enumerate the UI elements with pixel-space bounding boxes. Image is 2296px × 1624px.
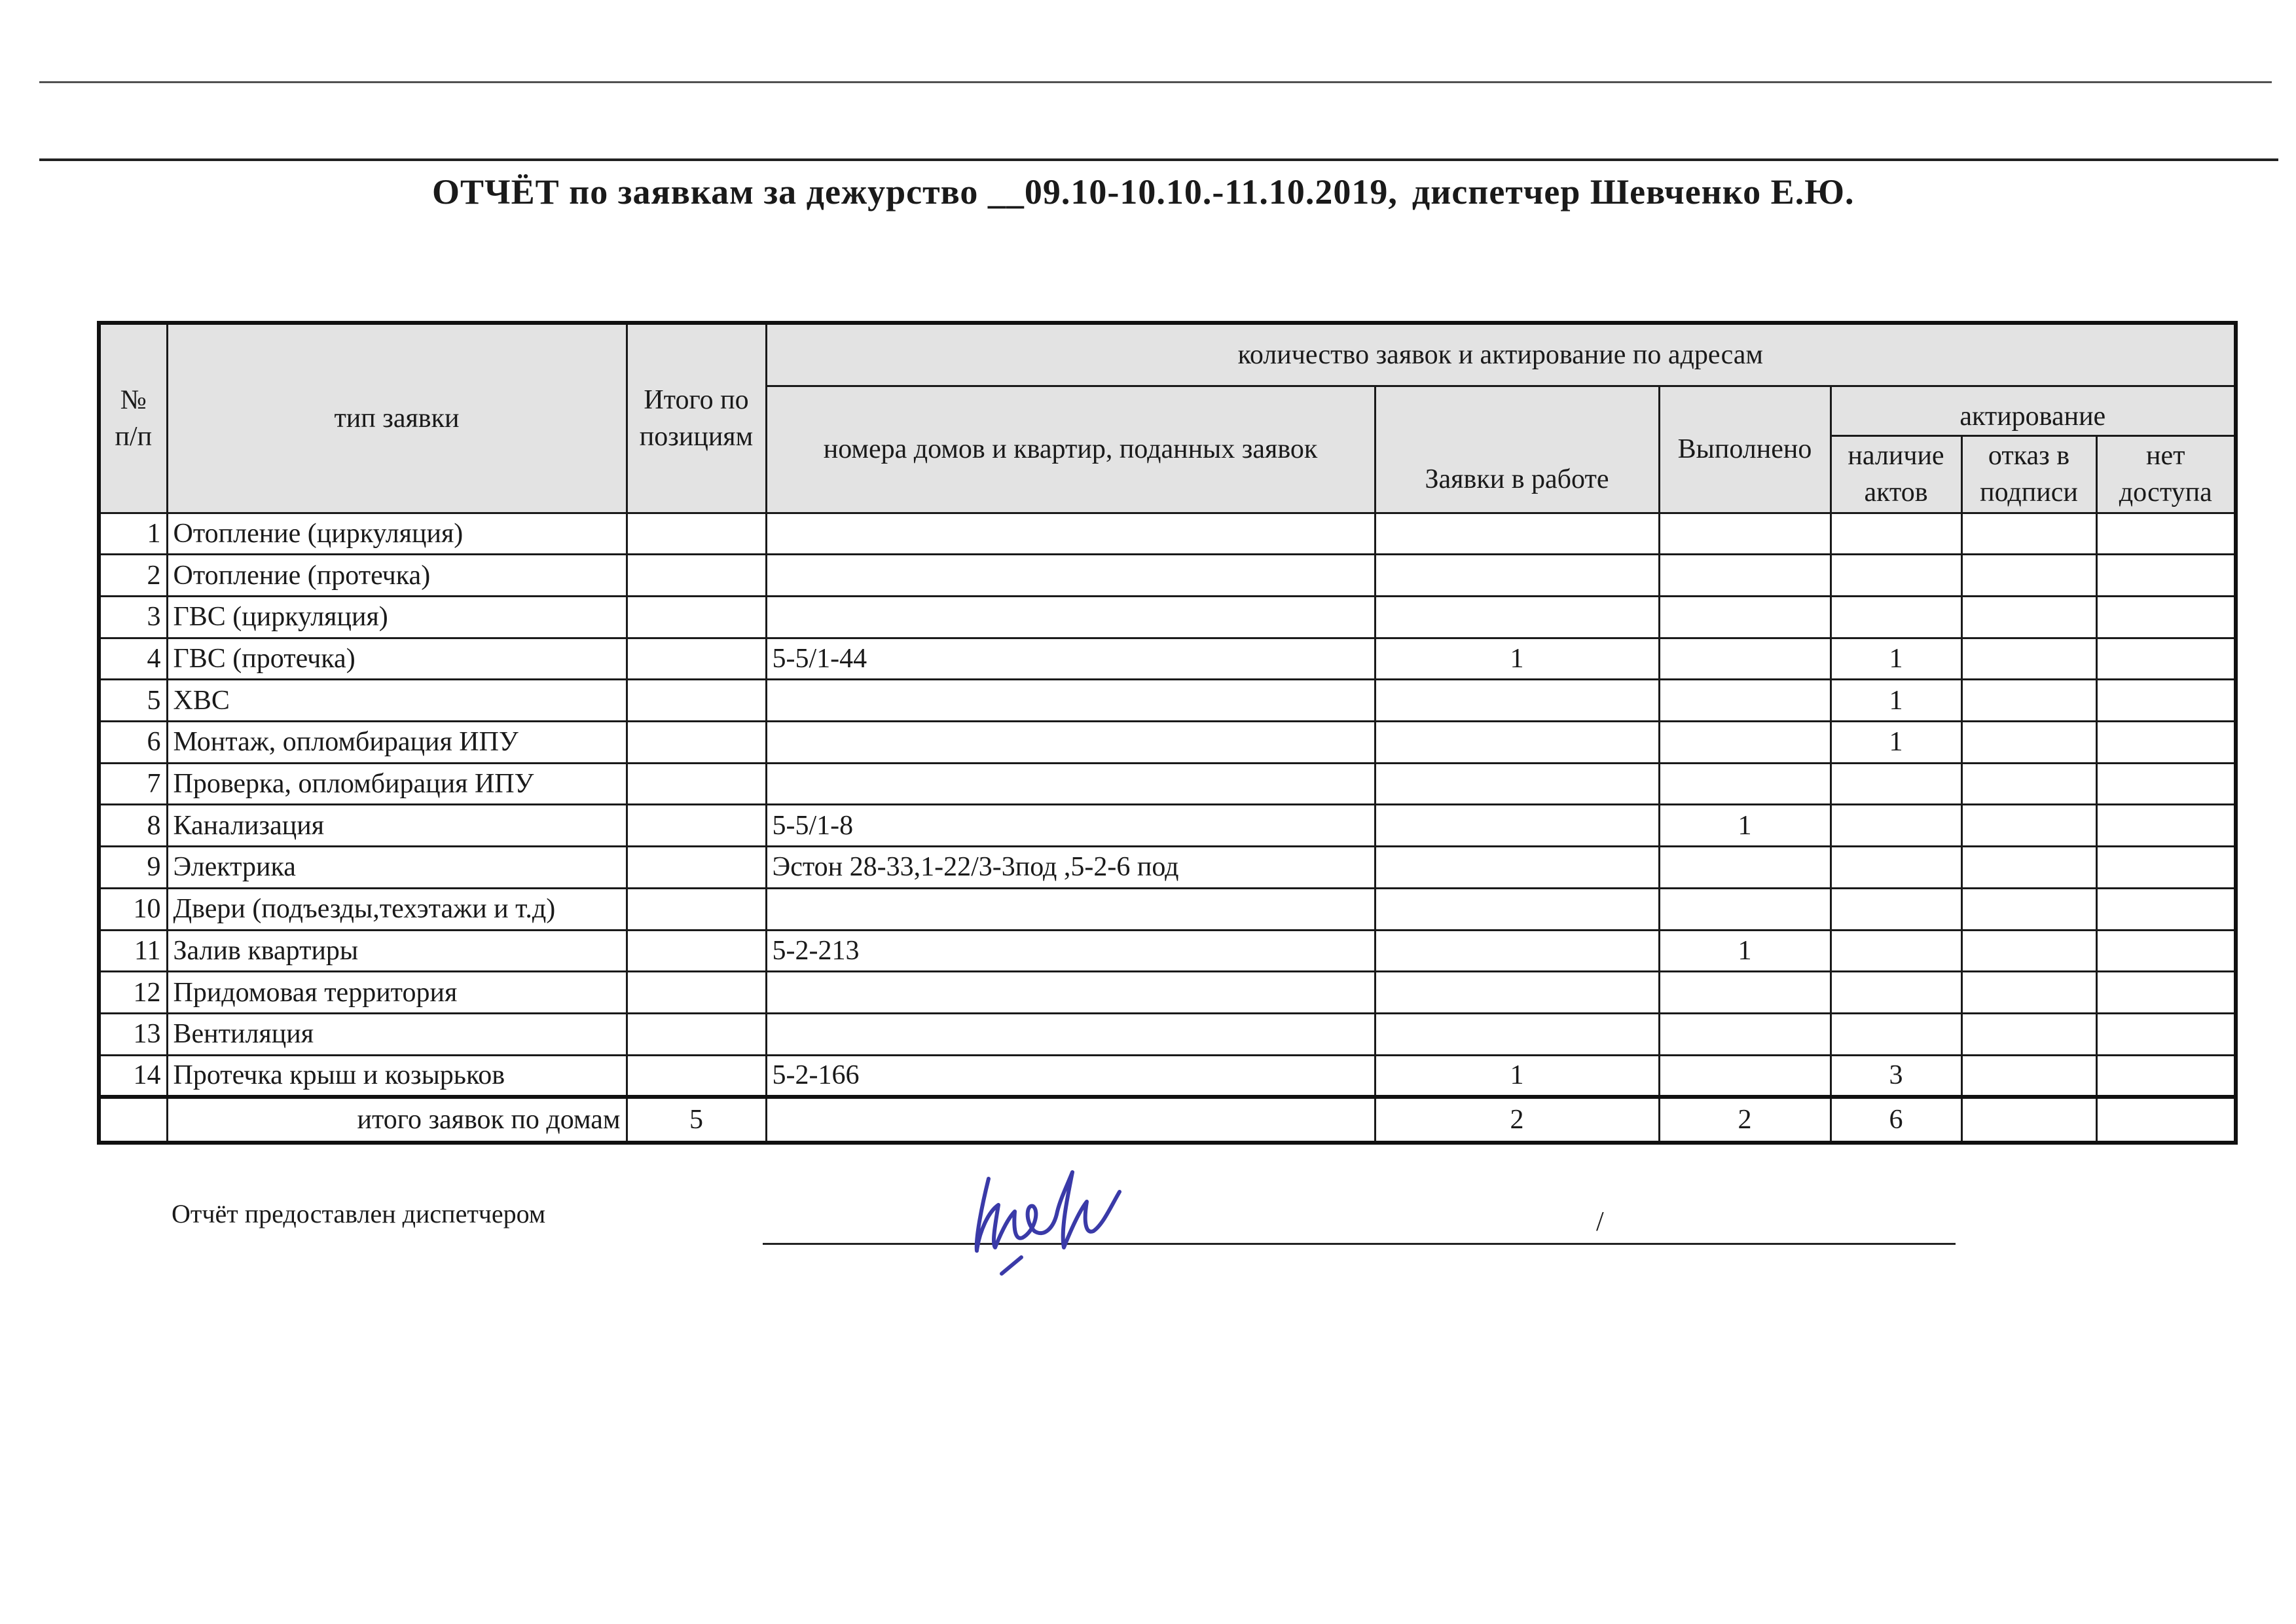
row-addresses [766,972,1375,1014]
table-row [99,555,2236,597]
header-refused-sign: отказ в подписи [1961,435,2096,513]
row-num: 7 [99,763,167,805]
row-num: 9 [99,847,167,889]
row-acts: 3 [1831,1055,1961,1097]
row-type: Отопление (протечка) [167,555,627,597]
row-in-work [1375,1013,1659,1055]
row-num: 13 [99,1013,167,1055]
row-no-access [2096,722,2236,764]
row-in-work [1375,847,1659,889]
row-no-access [2096,847,2236,889]
row-acts [1831,888,1961,930]
totals-addresses [766,1097,1375,1143]
row-refused [1961,638,2096,680]
totals-num-cell [99,1097,167,1143]
row-refused [1961,763,2096,805]
row-type: Вентиляция [167,1013,627,1055]
row-done [1659,1013,1831,1055]
row-acts [1831,972,1961,1014]
row-acts [1831,930,1961,972]
row-no-access [2096,972,2236,1014]
row-no-access [2096,888,2236,930]
row-no-access [2096,930,2236,972]
row-addresses [766,1013,1375,1055]
table-row [99,513,2236,555]
row-num: 14 [99,1055,167,1097]
table-header [99,323,2236,513]
report-title-label: ОТЧЁТ по заявкам за дежурство __09.10-10.10.-11.10.2019, [432,172,1398,212]
row-num: 4 [99,638,167,680]
row-acts: 1 [1831,680,1961,722]
row-in-work: 1 [1375,1055,1659,1097]
row-done [1659,1055,1831,1097]
row-type: Двери (подъезды,техэтажи и т.д) [167,888,627,930]
row-num: 6 [99,722,167,764]
row-in-work [1375,513,1659,555]
table-row [99,847,2236,889]
row-acts [1831,555,1961,597]
row-in-work [1375,972,1659,1014]
row-acts: 1 [1831,722,1961,764]
header-acts-present: наличие актов [1831,435,1961,513]
row-in-work [1375,555,1659,597]
row-total [627,805,766,847]
row-no-access [2096,638,2236,680]
row-no-access [2096,680,2236,722]
table-row [99,1055,2236,1097]
row-refused [1961,888,2096,930]
row-acts [1831,847,1961,889]
row-addresses [766,680,1375,722]
row-no-access [2096,596,2236,638]
totals-no-access [2096,1097,2236,1143]
footer-label: Отчёт предоставлен диспетчером [172,1199,546,1228]
row-addresses: 5-5/1-8 [766,805,1375,847]
header-in-work: Заявки в работе [1375,386,1659,513]
totals-in-work: 2 [1375,1097,1659,1143]
row-num: 3 [99,596,167,638]
row-total [627,555,766,597]
row-done [1659,722,1831,764]
header-group-addresses: количество заявок и актирование по адресам [766,323,2236,386]
row-total [627,888,766,930]
row-addresses [766,722,1375,764]
row-total [627,722,766,764]
row-acts [1831,763,1961,805]
row-acts [1831,805,1961,847]
row-addresses: 5-5/1-44 [766,638,1375,680]
row-no-access [2096,1055,2236,1097]
row-in-work [1375,930,1659,972]
table-row [99,763,2236,805]
row-type: Придомовая территория [167,972,627,1014]
row-no-access [2096,1013,2236,1055]
row-done [1659,763,1831,805]
row-addresses: 5-2-213 [766,930,1375,972]
table-row [99,805,2236,847]
row-refused [1961,680,2096,722]
row-done [1659,680,1831,722]
table-row [99,596,2236,638]
table-row [99,638,2236,680]
row-acts: 1 [1831,638,1961,680]
row-done [1659,555,1831,597]
row-in-work [1375,888,1659,930]
totals-row [99,1097,2236,1143]
signature-slash: / [1596,1207,1604,1237]
row-refused [1961,930,2096,972]
row-done [1659,888,1831,930]
row-acts [1831,513,1961,555]
row-in-work: 1 [1375,638,1659,680]
table-row [99,722,2236,764]
header-rule [39,158,2278,161]
row-no-access [2096,763,2236,805]
report-title [432,172,1855,212]
totals-refused [1961,1097,2096,1143]
row-refused [1961,805,2096,847]
row-num: 8 [99,805,167,847]
row-total [627,847,766,889]
table-row [99,1013,2236,1055]
row-addresses [766,888,1375,930]
header-done: Выполнено [1659,386,1831,513]
row-done: 1 [1659,805,1831,847]
row-refused [1961,1055,2096,1097]
totals-total: 5 [627,1097,766,1143]
row-refused [1961,596,2096,638]
row-addresses [766,763,1375,805]
table-row [99,972,2236,1014]
row-addresses [766,513,1375,555]
totals-acts: 6 [1831,1097,1961,1143]
row-num: 11 [99,930,167,972]
handwritten-signature [962,1166,1133,1290]
row-addresses: 5-2-166 [766,1055,1375,1097]
row-acts [1831,1013,1961,1055]
row-in-work [1375,680,1659,722]
row-refused [1961,1013,2096,1055]
row-done [1659,847,1831,889]
row-done [1659,513,1831,555]
table-body [99,513,2236,1097]
signature-line [763,1243,1956,1245]
row-in-work [1375,805,1659,847]
row-refused [1961,847,2096,889]
header-no-access: нет доступа [2096,435,2236,513]
table-row [99,930,2236,972]
row-done [1659,972,1831,1014]
row-num: 2 [99,555,167,597]
row-type: Протечка крыш и козырьков [167,1055,627,1097]
header-addresses: номера домов и квартир, поданных заявок [766,386,1375,513]
row-in-work [1375,763,1659,805]
row-num: 10 [99,888,167,930]
row-total [627,1055,766,1097]
row-in-work [1375,596,1659,638]
row-total [627,763,766,805]
report-table [97,321,2238,1145]
row-type: Отопление (циркуляция) [167,513,627,555]
row-addresses [766,555,1375,597]
row-done: 1 [1659,930,1831,972]
row-type: ХВС [167,680,627,722]
header-acting: актирование [1831,386,2236,435]
row-refused [1961,722,2096,764]
row-no-access [2096,555,2236,597]
row-total [627,1013,766,1055]
row-total [627,930,766,972]
row-type: ГВС (протечка) [167,638,627,680]
table-row [99,888,2236,930]
row-type: Электрика [167,847,627,889]
row-type: ГВС (циркуляция) [167,596,627,638]
row-type: Монтаж, опломбирация ИПУ [167,722,627,764]
header-num: № п/п [99,323,167,513]
totals-done: 2 [1659,1097,1831,1143]
totals-label: итого заявок по домам [167,1097,627,1143]
row-refused [1961,555,2096,597]
row-total [627,638,766,680]
row-total [627,596,766,638]
row-num: 5 [99,680,167,722]
top-rule [39,81,2272,83]
row-type: Проверка, опломбирация ИПУ [167,763,627,805]
header-type: тип заявки [167,323,627,513]
row-no-access [2096,805,2236,847]
row-num: 1 [99,513,167,555]
row-type: Канализация [167,805,627,847]
row-total [627,680,766,722]
row-done [1659,596,1831,638]
row-type: Залив квартиры [167,930,627,972]
row-total [627,972,766,1014]
row-no-access [2096,513,2236,555]
row-total [627,513,766,555]
row-done [1659,638,1831,680]
row-num: 12 [99,972,167,1014]
row-addresses [766,596,1375,638]
row-addresses: Эстон 28-33,1-22/3-3под ,5-2-6 под [766,847,1375,889]
header-total-positions: Итого по позициям [627,323,766,513]
row-in-work [1375,722,1659,764]
report-dispatcher: диспетчер Шевченко Е.Ю. [1412,172,1855,212]
row-refused [1961,513,2096,555]
row-refused [1961,972,2096,1014]
table-row [99,680,2236,722]
row-acts [1831,596,1961,638]
